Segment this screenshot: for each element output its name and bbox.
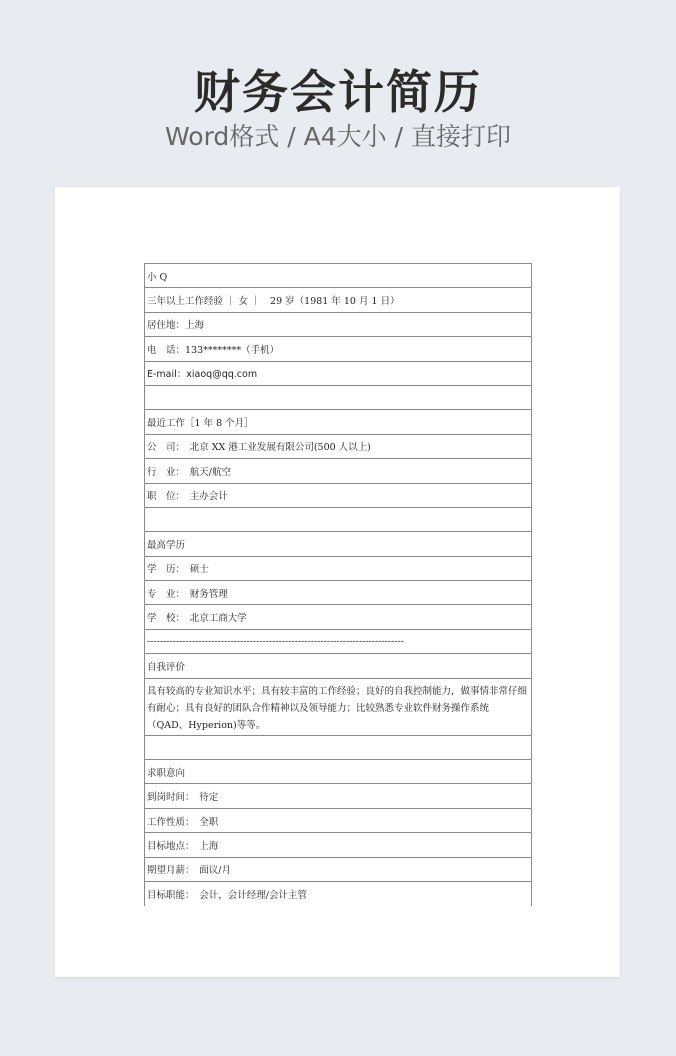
resume-row-phone: 电 话：133********（手机） bbox=[145, 337, 531, 361]
resume-row-blank bbox=[145, 508, 531, 532]
resume-row-start-time: 到岗时间： 待定 bbox=[145, 784, 531, 808]
resume-row-school: 学 校： 北京工商大学 bbox=[145, 605, 531, 629]
resume-row-residence: 居住地：上海 bbox=[145, 313, 531, 337]
resume-row-blank bbox=[145, 736, 531, 760]
resume-row-company: 公 司： 北京 XX 港工业发展有限公司(500 人以上) bbox=[145, 435, 531, 459]
page-title: 财务会计简历 bbox=[194, 65, 482, 119]
document-page bbox=[55, 187, 620, 977]
resume-row-position: 职 位： 主办会计 bbox=[145, 484, 531, 508]
resume-row-education-heading: 最高学历 bbox=[145, 532, 531, 556]
resume-row-degree: 学 历： 硕士 bbox=[145, 557, 531, 581]
resume-row-salary: 期望月薪： 面议/月 bbox=[145, 858, 531, 882]
resume-row-target-function: 目标职能： 会计，会计经理/会计主管 bbox=[147, 890, 307, 902]
resume-row-job-type: 工作性质： 全职 bbox=[145, 809, 531, 833]
resume-row-intent-heading: 求职意向 bbox=[145, 760, 531, 784]
resume-row-name: 小 Q bbox=[145, 264, 531, 288]
resume-row-recent-work: 最近工作［1 年 8 个月］ bbox=[145, 410, 531, 434]
resume-row-divider: -------------------------------------------------------------------------------- bbox=[145, 630, 531, 654]
resume-row-industry: 行 业： 航天/航空 bbox=[145, 459, 531, 483]
resume-row-self-eval-text: 具有较高的专业知识水平；具有较丰富的工作经验；良好的自我控制能力，做事情非常仔细有耐心；具有良好的团队合作精神以及领导能力；比较熟悉专业软件财务操作系统（QAD、Hyperion)等等。 bbox=[145, 679, 531, 736]
resume-table bbox=[144, 263, 532, 906]
resume-row-blank bbox=[145, 386, 531, 410]
resume-row-self-eval-heading: 自我评价 bbox=[145, 654, 531, 678]
resume-row-target-location: 目标地点： 上海 bbox=[145, 833, 531, 857]
resume-row-email: E-mail：xiaoq@qq.com bbox=[145, 362, 531, 386]
resume-row-major: 专 业： 财务管理 bbox=[145, 581, 531, 605]
page-subtitle: Word格式 / A4大小 / 直接打印 bbox=[165, 122, 511, 151]
resume-row-summary: 三年以上工作经验 ｜ 女 ｜ 29 岁（1981 年 10 月 1 日） bbox=[145, 288, 531, 312]
